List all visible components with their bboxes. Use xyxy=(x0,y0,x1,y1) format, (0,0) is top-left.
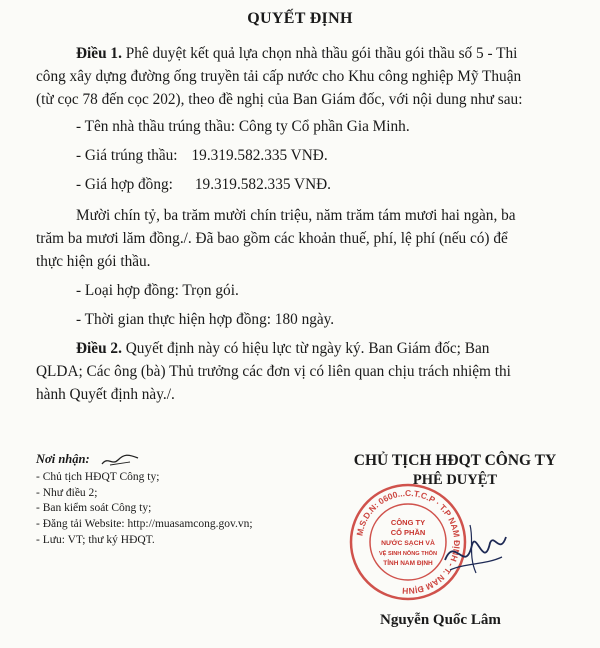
recipient-item: - Chủ tịch HĐQT Công ty; xyxy=(36,470,160,483)
duration-line: - Thời gian thực hiện hợp đồng: 180 ngày. xyxy=(76,311,335,328)
contract-type-line: - Loại hợp đồng: Trọn gói. xyxy=(76,282,239,299)
price-words-line-2: trăm ba mươi lăm đồng./. Đã bao gồm các khoản thuế, phí, lệ phí (nếu có) để xyxy=(36,230,508,247)
recipient-item: - Ban kiểm soát Công ty; xyxy=(36,502,152,515)
article-1-line-1 xyxy=(76,42,584,65)
article-2-line-1 xyxy=(76,337,584,360)
article-1-line-2: công xây dựng đường ống truyền tải cấp nước cho Khu công nghiệp Mỹ Thuận xyxy=(36,68,522,85)
signer-name: Nguyễn Quốc Lâm xyxy=(380,612,501,628)
article-2-line-3: hành Quyết định này./. xyxy=(36,386,175,403)
svg-text:M.S.D.N: 0600...C.T.C.P · T.P: M.S.D.N: 0600...C.T.C.P · T.P NAM ĐỊNH - T. NAM ĐỊNH xyxy=(354,487,463,597)
article-1-line-3: (từ cọc 78 đến cọc 202), theo đề nghị của Ban Giám đốc, với nội dung như sau: xyxy=(36,91,523,108)
article-2-label: Điều 2. xyxy=(76,340,122,357)
handwritten-signature xyxy=(440,515,510,585)
signature-subtitle: PHÊ DUYỆT xyxy=(412,472,498,488)
price-words-line-1: Mười chín tỷ, ba trăm mười chín triệu, năm trăm tám mươi hai ngàn, ba xyxy=(76,207,516,224)
price-words-line-3: thực hiện gói thầu. xyxy=(36,253,151,270)
recipients-heading: Nơi nhận: xyxy=(36,452,90,466)
document-title: QUYẾT ĐỊNH xyxy=(247,10,353,27)
contractor-line: - Tên nhà thầu trúng thầu: Công ty Cổ phần Gia Minh. xyxy=(76,118,410,135)
recipients-block xyxy=(36,452,336,549)
svg-text:CỔ PHẦN: CỔ PHẦN xyxy=(390,528,426,537)
svg-text:CÔNG TY: CÔNG TY xyxy=(390,518,426,527)
recipient-item: - Như điều 2; xyxy=(36,486,98,499)
article-1-label: Điều 1. xyxy=(76,45,122,62)
signature-title: CHỦ TỊCH HĐQT CÔNG TY xyxy=(353,452,557,469)
document-body xyxy=(36,42,584,406)
article-2-line-2: QLDA; Các ông (bà) Thủ trưởng các đơn vị có liên quan chịu trách nhiệm thi xyxy=(36,363,511,380)
svg-text:NƯỚC SẠCH VÀ: NƯỚC SẠCH VÀ xyxy=(381,540,435,547)
article-1-text-1: Phê duyệt kết quả lựa chọn nhà thầu gói thầu gói thầu số 5 - Thi xyxy=(121,45,518,62)
bid-price-line xyxy=(76,144,584,167)
recipient-item: - Đăng tải Website: http://muasamcong.gov.vn; xyxy=(36,518,253,531)
initials-signature xyxy=(100,452,140,468)
bid-price-label: - Giá trúng thầu: xyxy=(76,147,178,164)
bid-price-value: 19.319.582.335 VNĐ. xyxy=(191,147,328,164)
svg-text:TỈNH NAM ĐỊNH: TỈNH NAM ĐỊNH xyxy=(383,560,433,567)
contract-price-label: - Giá hợp đồng: xyxy=(76,176,173,193)
svg-text:VỆ SINH NÔNG THÔN: VỆ SINH NÔNG THÔN xyxy=(378,551,438,557)
contract-price-value: 19.319.582.335 VNĐ. xyxy=(194,176,332,193)
recipient-item: - Lưu: VT; thư ký HĐQT. xyxy=(36,533,155,546)
contract-price-line xyxy=(76,173,584,196)
article-2-text-1: Quyết định này có hiệu lực từ ngày ký. Ban Giám đốc; Ban xyxy=(121,340,490,357)
